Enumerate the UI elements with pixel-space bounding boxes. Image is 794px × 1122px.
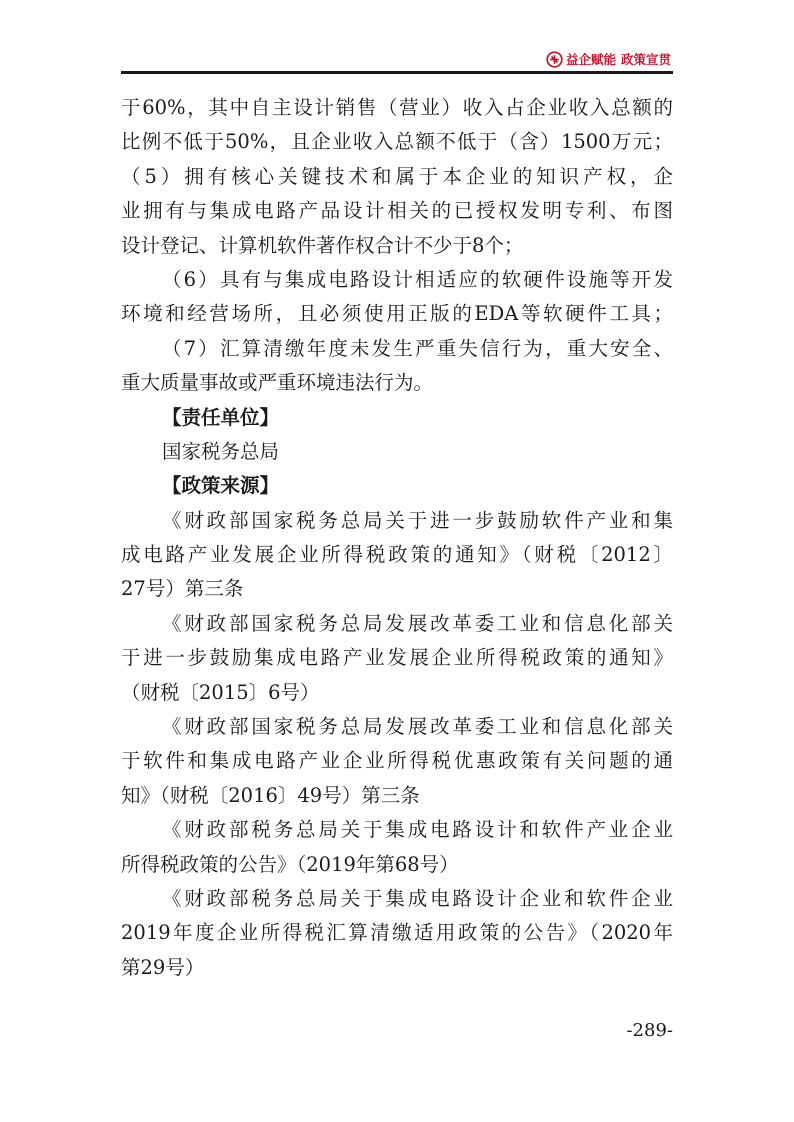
text-line: 2019年度企业所得税汇算清缴适用政策的公告》（2020年 — [121, 921, 673, 945]
brand-banner — [546, 50, 671, 68]
text-line: 于进一步鼓励集成电路产业发展企业所得税政策的通知》 — [121, 646, 673, 670]
page-number: -289- — [626, 1020, 673, 1041]
text-line: 环境和经营场所，且必须使用正版的EDA等软硬件工具； — [121, 302, 673, 326]
text-line: 于60%，其中自主设计销售（营业）收入占企业收入总额的 — [121, 96, 673, 119]
text-line: 知》（财税〔2016〕49号）第三条 — [121, 783, 420, 807]
responsible-unit: 国家税务总局 — [162, 439, 280, 463]
text-line: 《财政部税务总局关于集成电路设计企业和软件企业 — [162, 886, 673, 910]
text-line: （财税〔2015〕6号） — [121, 680, 320, 704]
text-line: 《财政部国家税务总局关于进一步鼓励软件产业和集 — [162, 508, 673, 532]
text-line: 《财政部国家税务总局发展改革委工业和信息化部关 — [162, 715, 673, 739]
text-line: 《财政部税务总局关于集成电路设计和软件产业企业 — [162, 818, 673, 842]
brand-subtitle: 政策宣贯 — [620, 52, 671, 67]
text-line: 成电路产业发展企业所得税政策的通知》（财税〔2012〕 — [121, 543, 673, 567]
text-line: （6）具有与集成电路设计相适应的软硬件设施等开发 — [162, 267, 673, 291]
text-line: 第29号） — [121, 955, 205, 979]
text-line: 业拥有与集成电路产品设计相关的已授权发明专利、布图 — [121, 199, 673, 223]
brand-logo-icon — [546, 51, 563, 68]
document-body — [121, 91, 673, 985]
page-header — [121, 50, 673, 72]
header-rule — [121, 71, 673, 74]
text-line: 设计登记、计算机软件著作权合计不少于8个； — [121, 233, 524, 257]
text-line: 比例不低于50%，且企业收入总额不低于（含）1500万元； — [121, 130, 673, 154]
text-line: （7）汇算清缴年度未发生严重失信行为，重大安全、 — [162, 336, 673, 360]
brand-name: 益企赋能 — [565, 52, 616, 67]
section-heading-policy-source: 【政策来源】 — [162, 474, 280, 498]
text-line: 重大质量事故或严重环境违法行为。 — [121, 371, 434, 395]
text-line: 于软件和集成电路产业企业所得税优惠政策有关问题的通 — [121, 749, 673, 773]
text-line: 《财政部国家税务总局发展改革委工业和信息化部关 — [162, 611, 673, 635]
text-line: 27号）第三条 — [121, 577, 244, 601]
text-line: （5）拥有核心关键技术和属于本企业的知识产权，企 — [121, 164, 673, 188]
section-heading-responsible-unit: 【责任单位】 — [162, 405, 280, 429]
text-line: 所得税政策的公告》（2019年第68号） — [121, 852, 459, 876]
